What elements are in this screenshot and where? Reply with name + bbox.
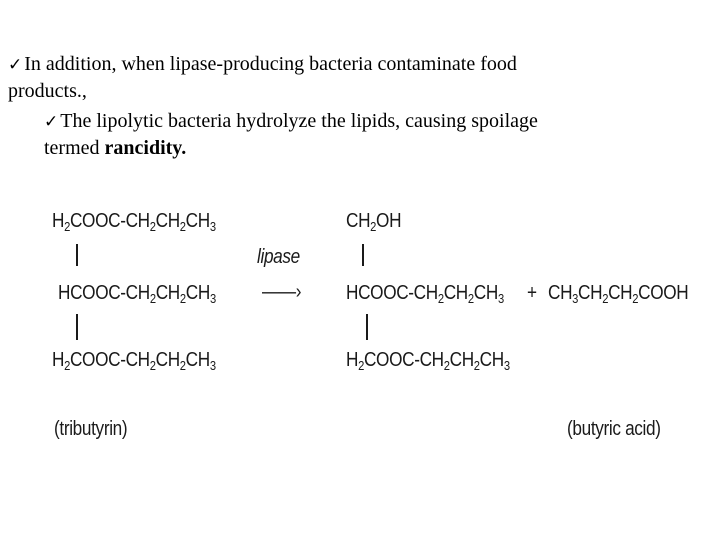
tributyrin-row-3: $H_2COOC-CH_2CH_2CH_3$ xyxy=(52,349,216,373)
bullet-item-2-continuation xyxy=(44,135,186,162)
bullet-item-2 xyxy=(44,108,538,135)
bullet-text-1: In addition, when lipase-producing bacteria contaminate food xyxy=(24,53,517,75)
check-icon: ✓ xyxy=(8,55,23,74)
bullet-item-1 xyxy=(8,51,517,78)
bullet-text-1-cont: products., xyxy=(8,80,87,102)
bond-line xyxy=(76,314,78,340)
bullet-text-2-cont: termed xyxy=(44,137,105,159)
rancidity-term: rancidity. xyxy=(104,137,187,159)
bullet-item-1-continuation xyxy=(8,78,87,105)
product-row-3: $H_2COOC-CH_2CH_2CH_3$ xyxy=(346,349,510,373)
tributyrin-label: (tributyrin) xyxy=(54,418,128,440)
bond-line xyxy=(366,314,368,340)
butyric-acid-formula: $CH_3CH_2CH_2COOH$ xyxy=(548,282,689,306)
butyric-acid-label: (butyric acid) xyxy=(567,418,661,440)
reaction-arrow-icon: ——› xyxy=(262,281,302,303)
tributyrin-row-2: HCOOC-$CH_2CH_2CH_3$ xyxy=(58,282,216,306)
check-icon: ✓ xyxy=(44,112,59,131)
bond-line xyxy=(76,244,78,266)
enzyme-label: lipase xyxy=(257,246,300,268)
plus-sign: + xyxy=(527,282,537,304)
tributyrin-row-1: $H_2COOC-CH_2CH_2CH_3$ xyxy=(52,210,216,234)
product-row-1: $CH_2OH$ xyxy=(346,210,402,234)
bullet-text-2: The lipolytic bacteria hydrolyze the lipids, causing spoilage xyxy=(60,110,538,132)
bond-line xyxy=(362,244,364,266)
product-row-2: HCOOC-$CH_2CH_2CH_3$ xyxy=(346,282,504,306)
